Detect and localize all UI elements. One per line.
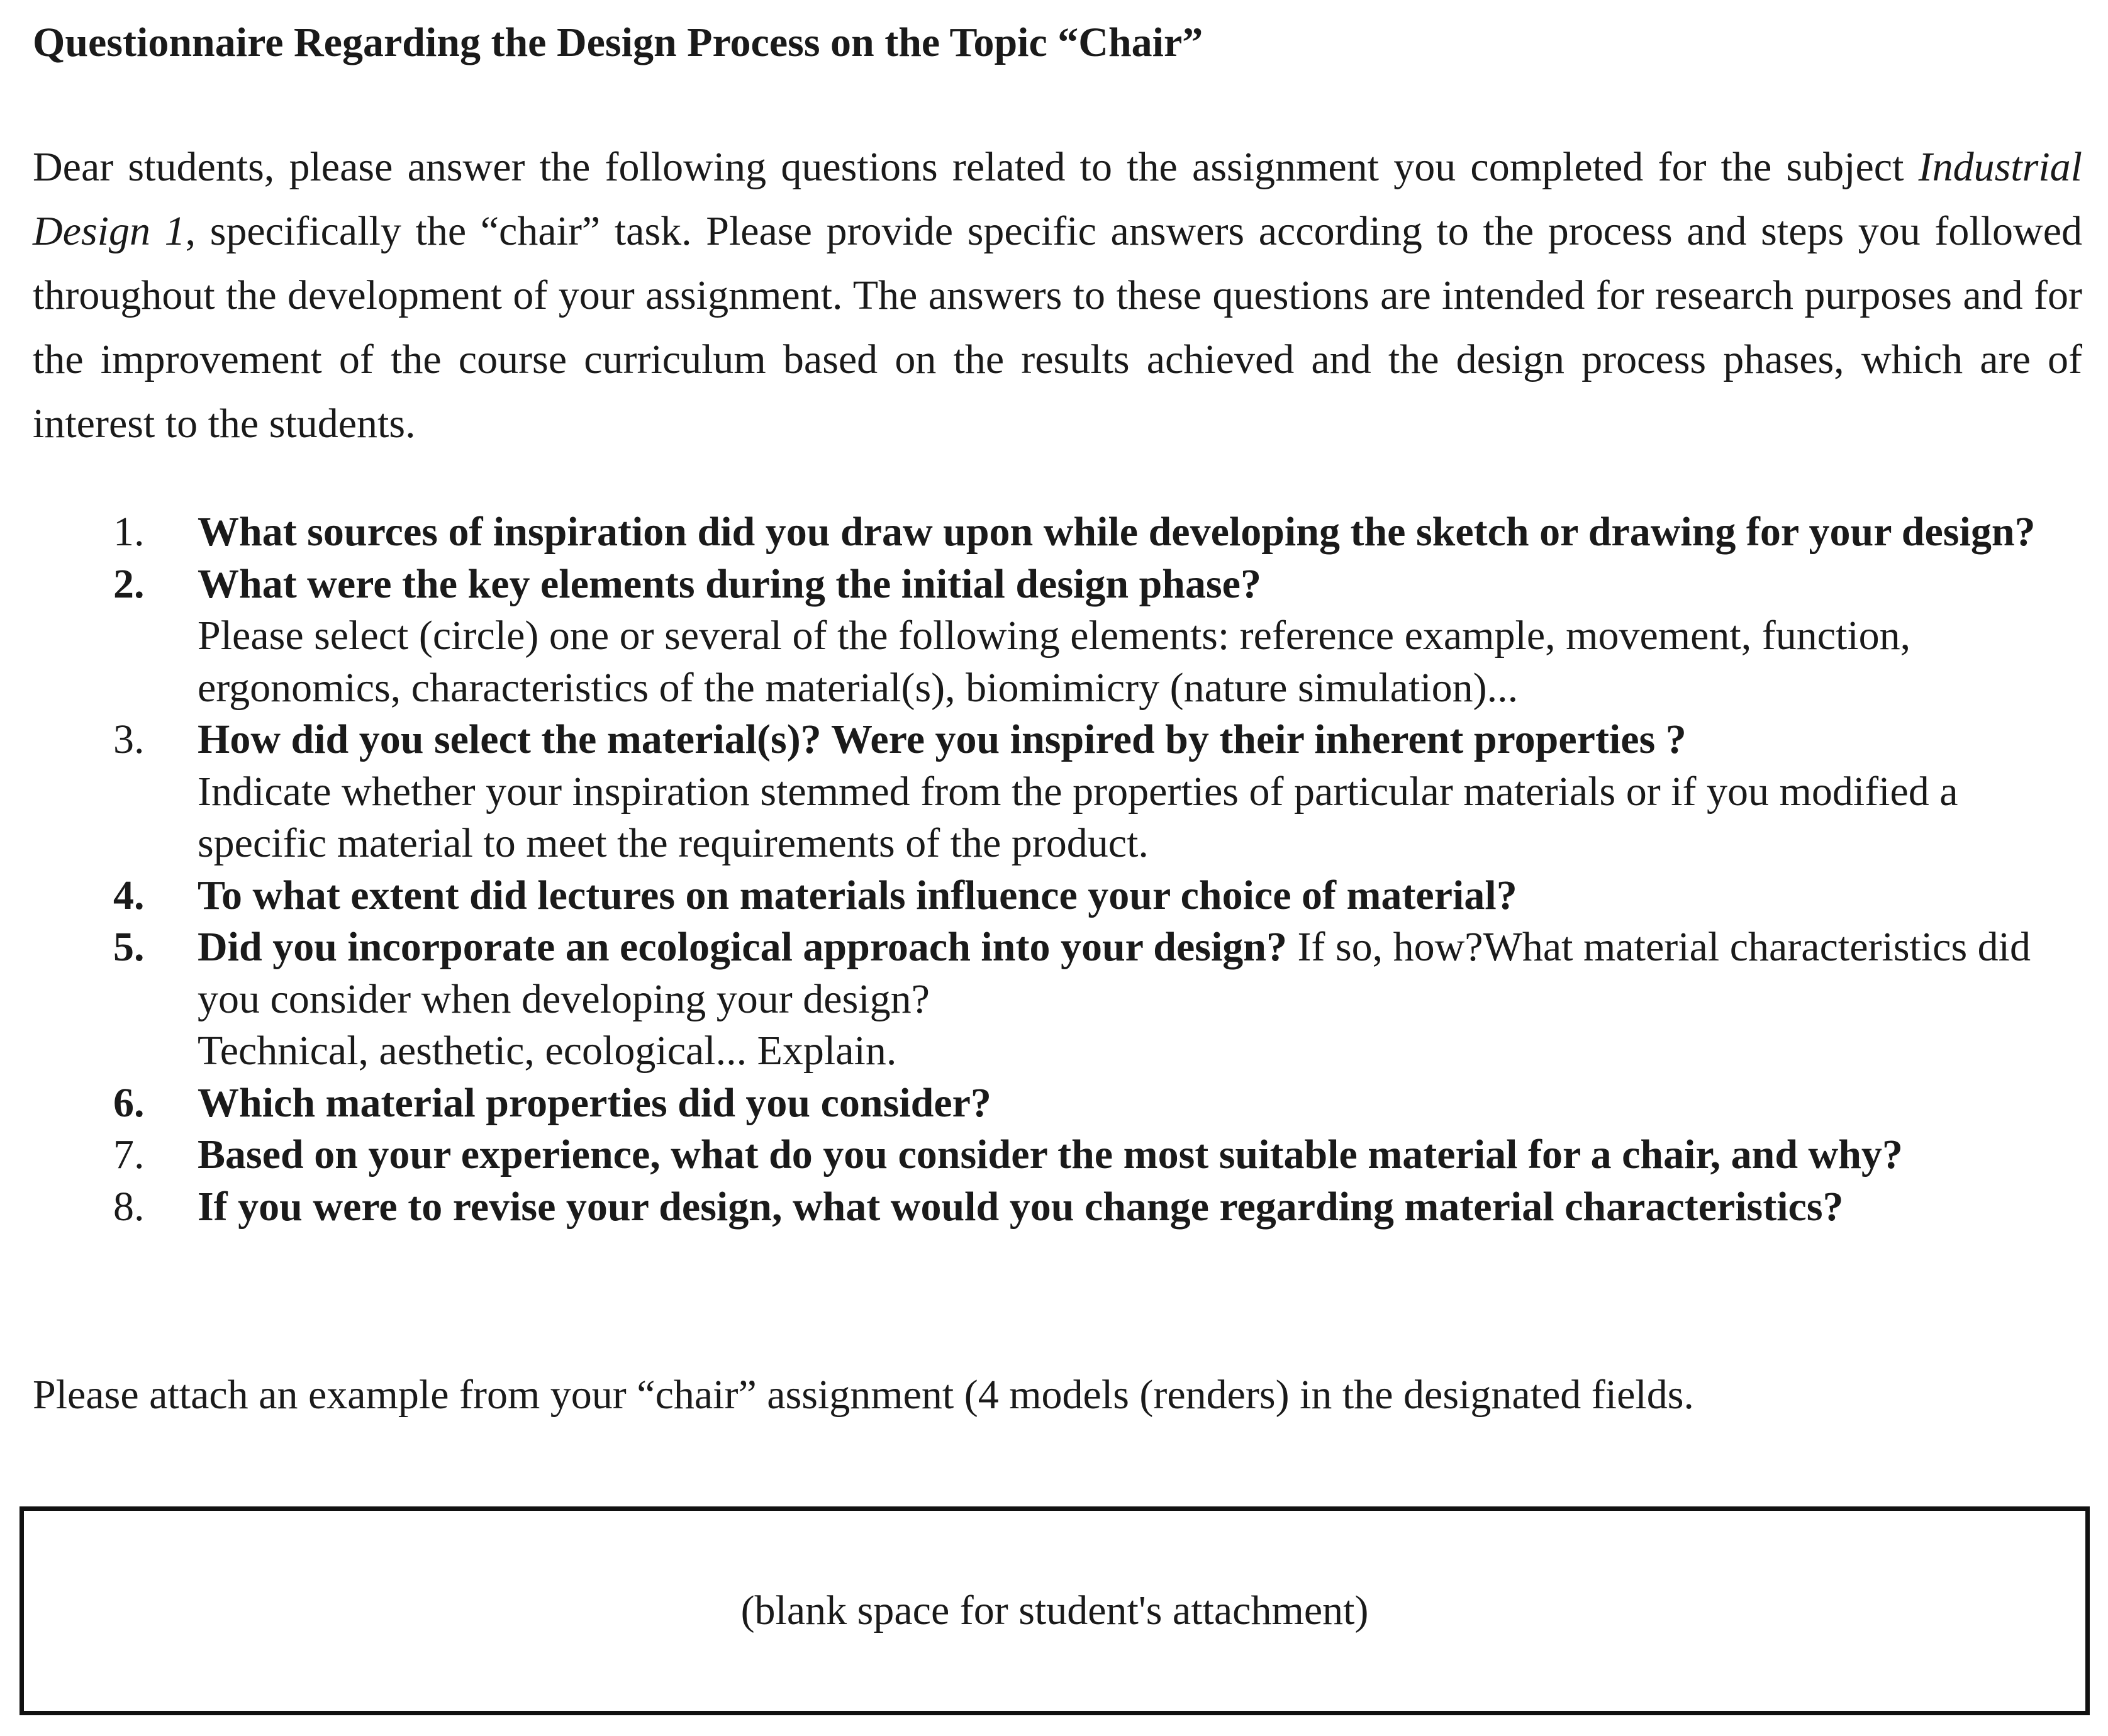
question-number: 1. [113, 509, 145, 555]
question-item-7 [33, 1129, 2082, 1181]
question-text: Based on your experience, what do you consider the most suitable material for a chair, and why? [198, 1132, 1903, 1177]
question-item-6 [33, 1077, 2082, 1130]
question-item-5 [33, 921, 2082, 1077]
question-item-4 [33, 870, 2082, 922]
question-number: 7. [113, 1132, 145, 1177]
question-number: 8. [113, 1183, 145, 1230]
question-text: To what extent did lectures on materials influence your choice of material? [198, 872, 1517, 918]
course-name: Industrial Design 1 [33, 144, 2082, 254]
question-continuation: If so, how?What material characteristics did you consider when developing your design? [198, 924, 2031, 1022]
question-item-8 [33, 1181, 2082, 1233]
question-text: Did you incorporate an ecological approach into your design? [198, 924, 1287, 970]
question-text: What were the key elements during the initial design phase? [198, 560, 1261, 607]
question-text: How did you select the material(s)? Were you inspired by their inherent properties ? [198, 716, 1687, 762]
attachment-instruction: Please attach an example from your “chair” assignment (4 models (renders) in the designated fields. [33, 1372, 1694, 1418]
question-list [33, 506, 2082, 1233]
question-detail: Technical, aesthetic, ecological... Explain. [198, 1028, 897, 1074]
intro-text-part2: , specifically the “chair” task. Please provide specific answers according to the process and steps you followed throughout the development of your assignment. The answers to these questions are intended for research purposes and for the improvement of the course curriculum based on the results achieved and the design process phases, which are of interest to the students. [33, 208, 2082, 447]
intro-text-part1: Dear students, please answer the following questions related to the assignment you completed for the subject [33, 144, 1919, 190]
attachment-placeholder-text: (blank space for student's attachment) [740, 1588, 1369, 1633]
question-detail: Please select (circle) one or several of the following elements: reference example, movement, function, ergonomics, characteristics of the material(s), biomimicry (nature simulation)... [198, 613, 1911, 711]
question-text: Which material properties did you consider? [198, 1079, 991, 1126]
question-item-3 [33, 714, 2082, 870]
attachment-box[interactable] [20, 1506, 2090, 1715]
document-title: Questionnaire Regarding the Design Process on the Topic “Chair” [33, 19, 1203, 65]
question-text: If you were to revise your design, what would you change regarding material characteristics? [198, 1183, 1844, 1230]
question-number: 2. [113, 560, 145, 607]
question-number: 3. [113, 716, 145, 762]
question-item-2 [33, 559, 2082, 715]
question-detail: Indicate whether your inspiration stemmed from the properties of particular materials or if you modified a specific material to meet the requirements of the product. [198, 768, 1958, 866]
intro-paragraph [33, 135, 2082, 456]
question-item-1 [33, 506, 2082, 559]
question-number: 6. [113, 1079, 145, 1126]
question-number: 5. [113, 924, 145, 970]
question-number: 4. [113, 872, 145, 918]
question-text: What sources of inspiration did you draw upon while developing the sketch or drawing for your design? [198, 509, 2036, 555]
